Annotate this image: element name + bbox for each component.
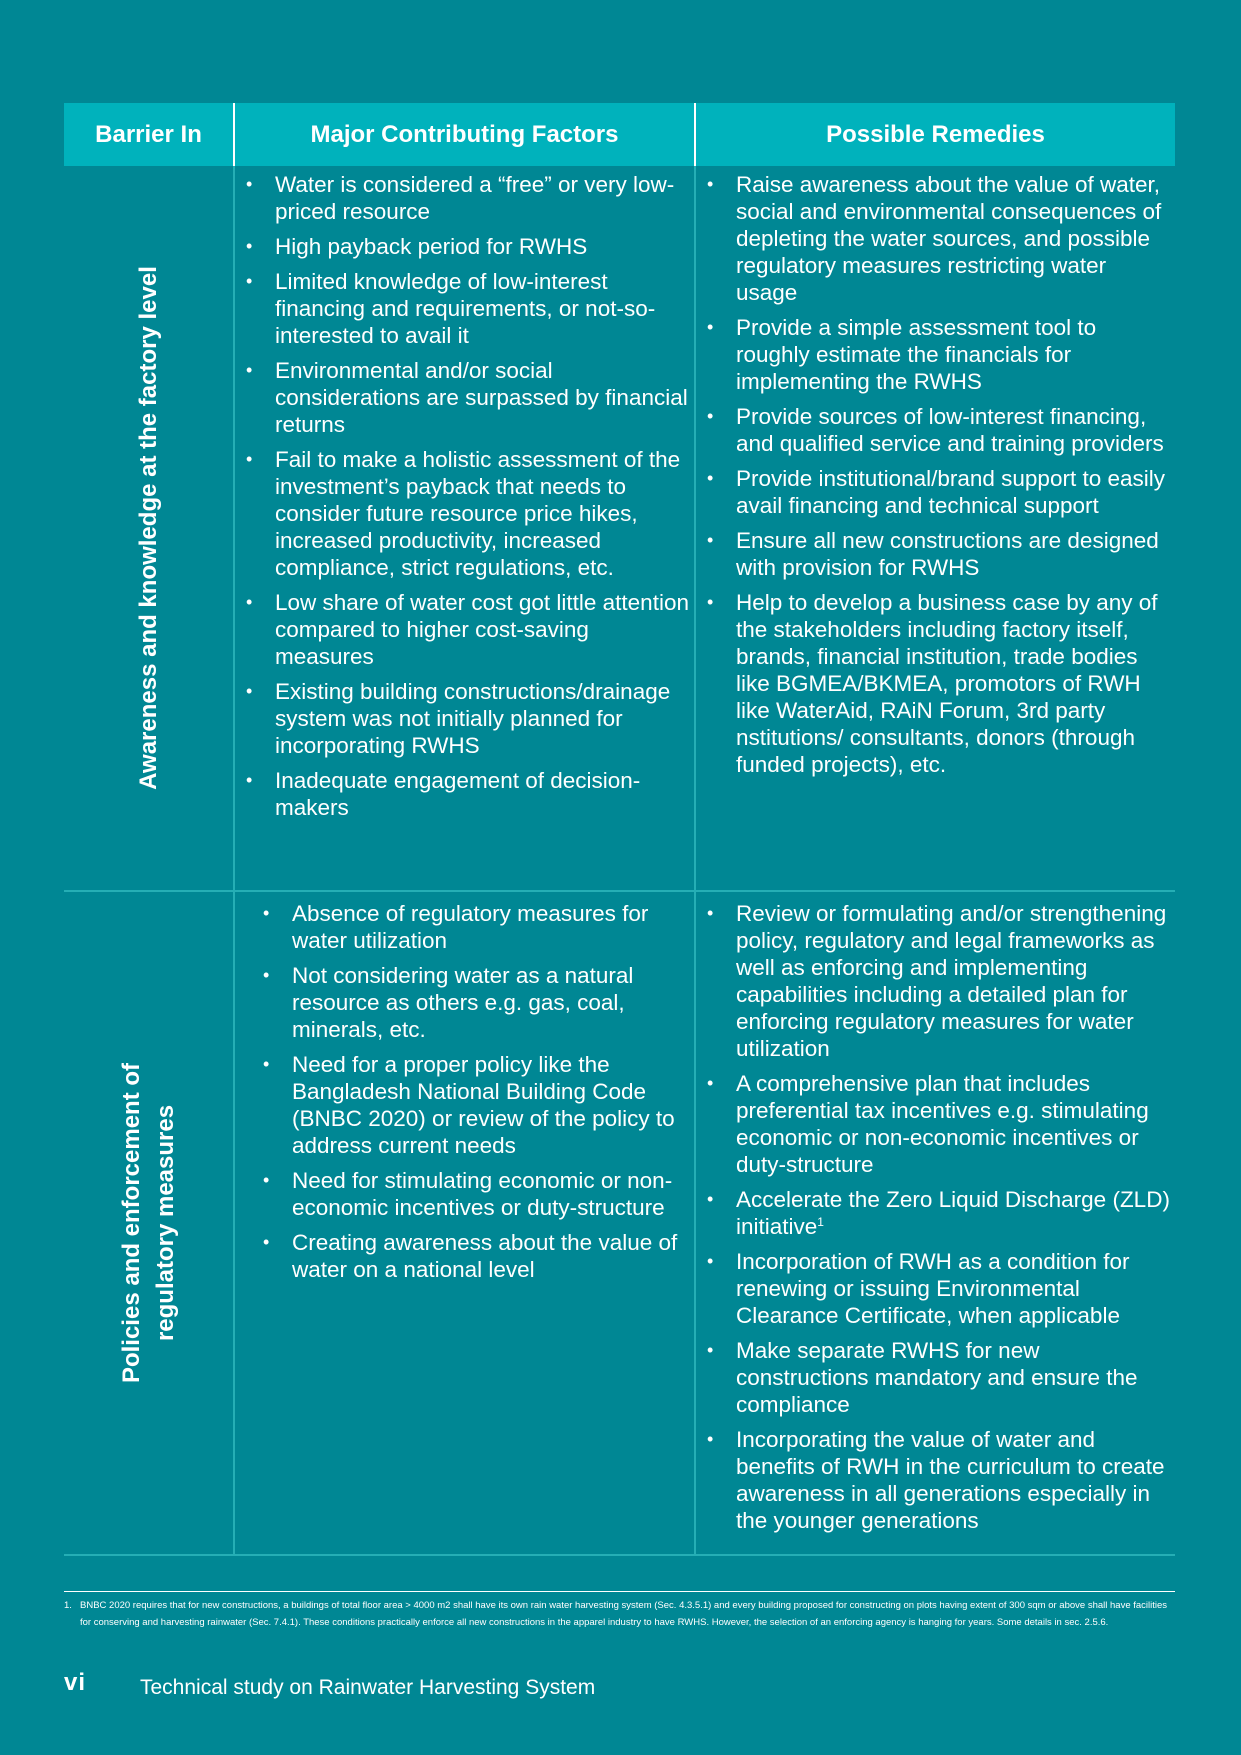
list-item: • Provide sources of low-interest financing, and qualified service and training providers bbox=[696, 403, 1171, 457]
list-item: • Raise awareness about the value of water, social and environmental consequences of depleting the water sources, and possible regulatory measures restricting water usage bbox=[696, 171, 1171, 306]
list-item: • Provide a simple assessment tool to roughly estimate the financials for implementing the RWHS bbox=[696, 314, 1171, 395]
list-item: • Limited knowledge of low-interest financing and requirements, or not-so-interested to avail it bbox=[235, 268, 690, 349]
list-item: • Existing building constructions/drainage system was not initially planned for incorporating RWHS bbox=[235, 678, 690, 759]
list-item: • Incorporation of RWH as a condition for renewing or issuing Environmental Clearance Certificate, when applicable bbox=[696, 1248, 1171, 1329]
factors-cell bbox=[234, 891, 695, 1555]
barrier-cell bbox=[64, 166, 234, 891]
factors-cell bbox=[234, 166, 695, 891]
header-barrier-in: Barrier In bbox=[64, 103, 234, 166]
running-title: Technical study on Rainwater Harvesting System bbox=[140, 1676, 596, 1699]
barriers-table bbox=[64, 103, 1175, 1556]
barrier-cell bbox=[64, 891, 234, 1555]
page-number: vi bbox=[64, 1669, 87, 1696]
list-item: • Ensure all new constructions are designed with provision for RWHS bbox=[696, 527, 1171, 581]
footnote-text: BNBC 2020 requires that for new constructions, a buildings of total floor area > 4000 m2 shall have its own rain water harvesting system (Sec. 4.3.5.1) and every building proposed for constructing on plots having extent of 300 sqm or above shall have facilities for conserving and harvesting rainwater (Sec. 7.4.1). These conditions practically enforce all new constructions in the apparel industry to have RWHS. However, the selection of an enforcing agency is hanging for years. Some details in sec. 2.5.6. bbox=[80, 1600, 1168, 1628]
footnote-reference[interactable]: 1 bbox=[817, 1215, 824, 1229]
table-row bbox=[64, 166, 1175, 891]
list-item-text: Accelerate the Zero Liquid Discharge (ZLD) initiative bbox=[736, 1187, 1170, 1239]
list-item bbox=[696, 1186, 1171, 1240]
remedies-list bbox=[696, 166, 1175, 778]
list-item: • Review or formulating and/or strengthening policy, regulatory and legal frameworks as well as enforcing and implementing capabilities including a detailed plan for enforcing regulatory measures for water utilization bbox=[696, 900, 1171, 1062]
list-item: • Environmental and/or social considerations are surpassed by financial returns bbox=[235, 357, 690, 438]
list-item: • Fail to make a holistic assessment of the investment’s payback that needs to consider future resource price hikes, increased productivity, increased compliance, strict regulations, etc. bbox=[235, 446, 690, 581]
barrier-label: Awareness and knowledge at the factory level bbox=[134, 266, 162, 790]
barrier-label bbox=[115, 1063, 183, 1383]
header-possible-remedies: Possible Remedies bbox=[695, 103, 1175, 166]
remedies-cell bbox=[695, 166, 1175, 891]
list-item: • Absence of regulatory measures for water utilization bbox=[235, 900, 690, 954]
footnote-number: 1. bbox=[64, 1600, 72, 1611]
footnote-divider bbox=[64, 1591, 1175, 1592]
table-row bbox=[64, 891, 1175, 1555]
barrier-label-line: Policies and enforcement of bbox=[117, 1062, 145, 1384]
list-item: • Creating awareness about the value of water on a national level bbox=[235, 1229, 690, 1283]
remedies-cell bbox=[695, 891, 1175, 1555]
list-item: • Not considering water as a natural resource as others e.g. gas, coal, minerals, etc. bbox=[235, 962, 690, 1043]
list-item: • Incorporating the value of water and benefits of RWH in the curriculum to create awareness in all generations especially in the younger generations bbox=[696, 1426, 1171, 1534]
list-item: • Need for stimulating economic or non-economic incentives or duty-structure bbox=[235, 1167, 690, 1221]
list-item: • Make separate RWHS for new constructions mandatory and ensure the compliance bbox=[696, 1337, 1171, 1418]
factors-list bbox=[235, 166, 694, 821]
list-item: • Inadequate engagement of decision-makers bbox=[235, 767, 690, 821]
list-item: • A comprehensive plan that includes preferential tax incentives e.g. stimulating economic or non-economic incentives or duty-structure bbox=[696, 1070, 1171, 1178]
list-item: • High payback period for RWHS bbox=[235, 233, 690, 260]
header-major-contributing-factors: Major Contributing Factors bbox=[234, 103, 695, 166]
table-header-row bbox=[64, 103, 1175, 166]
footnote bbox=[64, 1597, 1175, 1631]
list-item: • Help to develop a business case by any of the stakeholders including factory itself, brands, financial institution, trade bodies like BGMEA/BKMEA, promotors of RWH like WaterAid, RAiN Forum, 3rd party nstitutions/ consultants, donors (through funded projects), etc. bbox=[696, 589, 1171, 778]
list-item: • Need for a proper policy like the Bangladesh National Building Code (BNBC 2020) or review of the policy to address current needs bbox=[235, 1051, 690, 1159]
list-item: • Provide institutional/brand support to easily avail financing and technical support bbox=[696, 465, 1171, 519]
factors-list bbox=[235, 892, 694, 1283]
list-item: • Water is considered a “free” or very low-priced resource bbox=[235, 171, 690, 225]
remedies-list bbox=[696, 892, 1175, 1534]
barrier-label-line: regulatory measures bbox=[151, 1104, 179, 1342]
list-item: • Low share of water cost got little attention compared to higher cost-saving measures bbox=[235, 589, 690, 670]
